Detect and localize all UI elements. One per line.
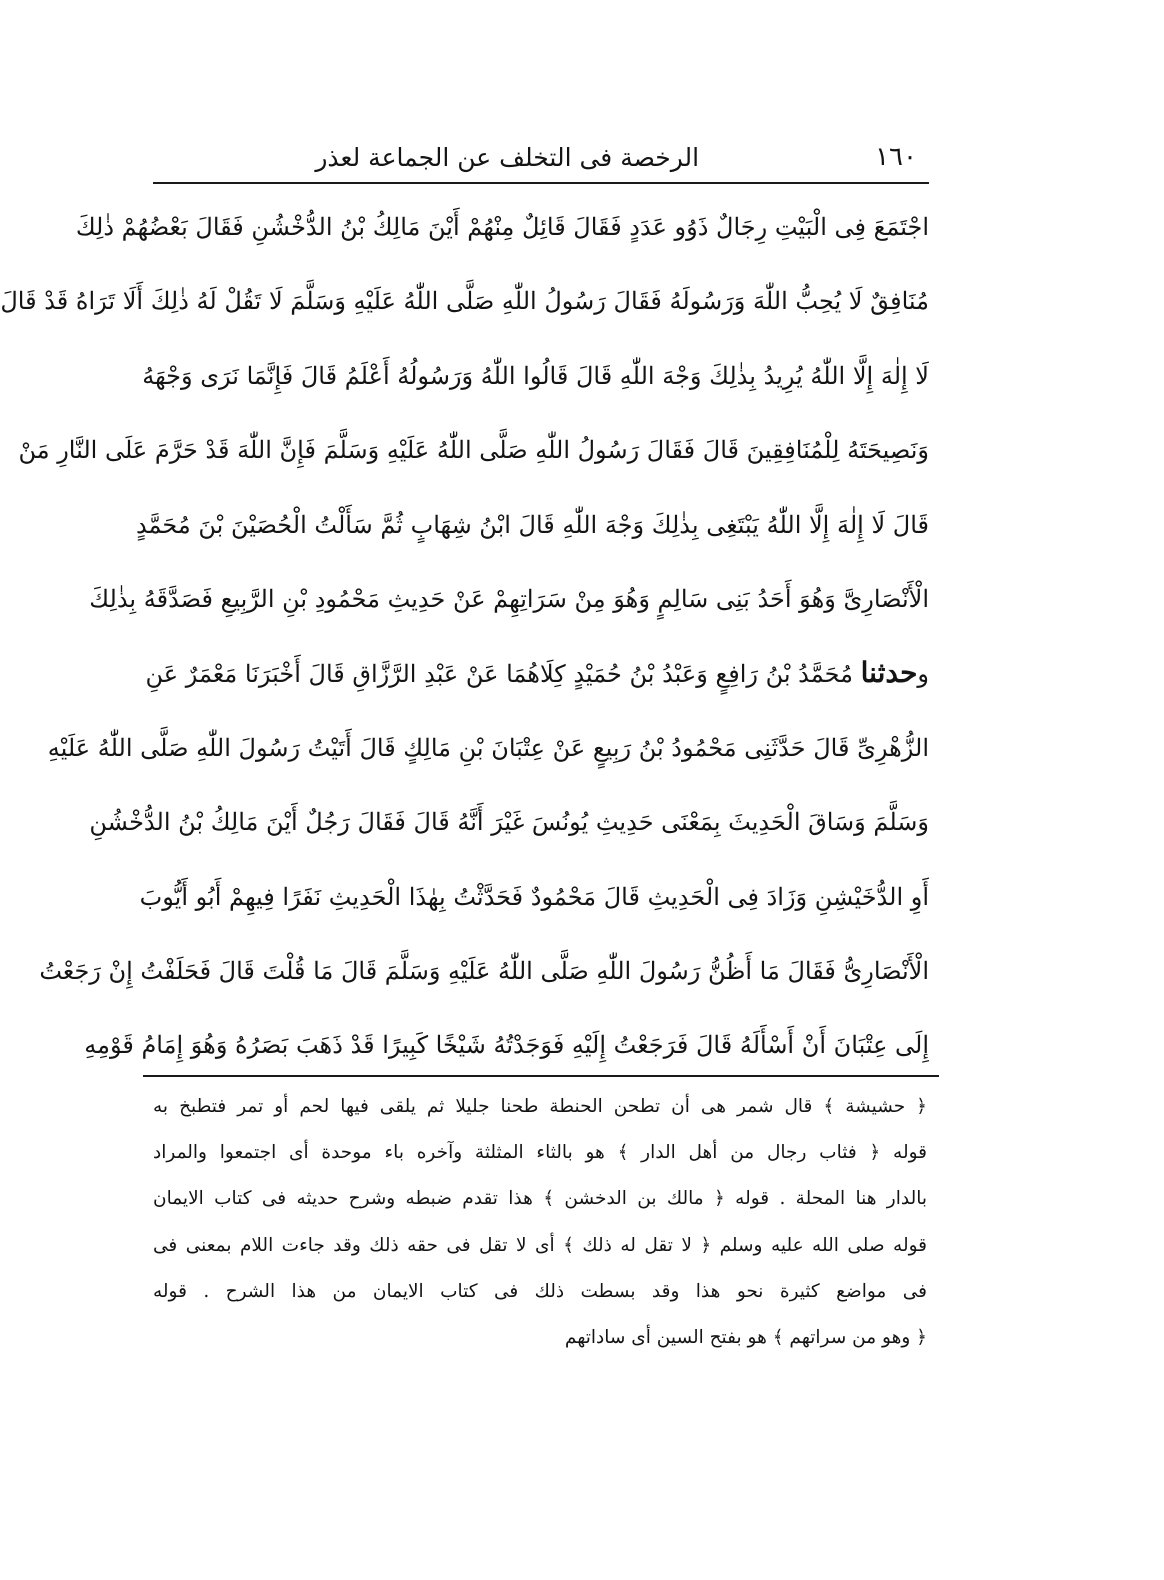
header-rule — [153, 182, 929, 184]
main-text-line: مُنَافِقٌ لَا يُحِبُّ اللّٰهَ وَرَسُولَهُ فَقَالَ رَسُولُ اللّٰهِ صَلَّى اللّٰهُ عَلَيْهِ وَسَلَّمَ لَا تَقُلْ لَهُ ذٰلِكَ أَلَا تَرَاهُ قَدْ قَالَ — [0, 287, 929, 316]
main-text-line: اجْتَمَعَ فِى الْبَيْتِ رِجَالٌ ذَوُو عَدَدٍ فَقَالَ قَائِلٌ مِنْهُمْ أَيْنَ مَالِكُ بْنُ الدُّخْشُنِ فَقَالَ بَعْضُهُمْ ذٰلِكَ — [75, 213, 929, 241]
footnotes — [153, 1084, 927, 1361]
main-text-line: قَالَ لَا إِلٰهَ إِلَّا اللّٰهُ يَبْتَغِى بِذٰلِكَ وَجْهَ اللّٰهِ قَالَ ابْنُ شِهَابٍ ثُمَّ سَأَلْتُ الْحُصَيْنَ بْنَ مُحَمَّدٍ — [135, 510, 929, 539]
main-text-line: الْأَنْصَارِىُّ فَقَالَ مَا أَظُنُّ رَسُولَ اللّٰهِ صَلَّى اللّٰهُ عَلَيْهِ وَسَلَّمَ قَالَ مَا قُلْتَ قَالَ فَحَلَفْتُ إِنْ رَجَعْتُ — [39, 956, 929, 985]
main-text-line: إِلَى عِتْبَانَ أَنْ أَسْأَلَهُ قَالَ فَرَجَعْتُ إِلَيْهِ فَوَجَدْتُهُ شَيْخًا كَبِيرًا قَدْ ذَهَبَ بَصَرُهُ وَهُوَ إِمَامُ قَوْمِهِ — [84, 1031, 929, 1060]
footnote-line: بالدار هنا المحلة . قوله ﴿ مالك بن الدخشن ﴾ هذا تقدم ضبطه وشرح حديثه فى كتاب الايمان — [153, 1188, 927, 1210]
main-text-line: وَسَلَّمَ وَسَاقَ الْحَدِيثَ بِمَعْنَى حَدِيثِ يُونُسَ غَيْرَ أَنَّهُ قَالَ فَقَالَ رَجُلٌ أَيْنَ مَالِكُ بْنُ الدُّخْشُنِ — [89, 808, 929, 837]
main-text-line: وَنَصِيحَتَهُ لِلْمُنَافِقِينَ قَالَ فَقَالَ رَسُولُ اللّٰهِ صَلَّى اللّٰهُ عَلَيْهِ وَسَلَّمَ فَإِنَّ اللّٰهَ قَدْ حَرَّمَ عَلَى النَّارِ مَنْ — [18, 436, 929, 465]
footnote-line: فى مواضع كثيرة نحو هذا وقد بسطت ذلك فى كتاب الايمان من هذا الشرح . قوله — [153, 1280, 927, 1302]
main-text-line: لَا إِلٰهَ إِلَّا اللّٰهُ يُرِيدُ بِذٰلِكَ وَجْهَ اللّٰهِ قَالَ قَالُوا اللّٰهُ وَرَسُولُهُ أَعْلَمُ قَالَ فَإِنَّمَا نَرَى وَجْهَهُ — [142, 361, 929, 390]
footnote-rule — [143, 1075, 939, 1077]
running-title: الرخصة فى التخلف عن الجماعة لعذر — [315, 143, 700, 172]
main-text-line: أَوِ الدُّخَيْشِنِ وَزَادَ فِى الْحَدِيثِ قَالَ مَحْمُودٌ فَحَدَّثْتُ بِهٰذَا الْحَدِيثِ نَفَرًا فِيهِمْ أَبُو أَيُّوبَ — [139, 882, 929, 911]
line-text: مُحَمَّدُ بْنُ رَافِعٍ وَعَبْدُ بْنُ حُمَيْدٍ كِلَاهُمَا عَنْ عَبْدِ الرَّزَّاقِ قَالَ أَخْبَرَنَا مَعْمَرٌ عَنِ — [145, 660, 853, 689]
footnote-line: ﴿ حشيشة ﴾ قال شمر هى أن تطحن الحنطة طحنا جليلا ثم يلقى فيها لحم أو تمر فتطبخ به — [153, 1096, 927, 1117]
hadith-marker: حدثنا — [860, 656, 918, 690]
footnote-line: ﴿ وهو من سراتهم ﴾ هو بفتح السين أى ساداتهم — [564, 1326, 927, 1348]
main-text-line: الْأَنْصَارِىَّ وَهُوَ أَحَدُ بَنِى سَالِمٍ وَهُوَ مِنْ سَرَاتِهِمْ عَنْ حَدِيثِ مَحْمُودِ بْنِ الرَّبِيعِ فَصَدَّقَهُ بِذٰلِكَ — [89, 584, 929, 613]
line-prefix: و — [917, 660, 929, 689]
main-text-line-hadith-start — [145, 636, 929, 710]
page-number: ١٦٠ — [875, 142, 917, 172]
main-text-line: الزُّهْرِىِّ قَالَ حَدَّثَنِى مَحْمُودُ بْنُ رَبِيعٍ عَنْ عِتْبَانَ بْنِ مَالِكٍ قَالَ أَتَيْتُ رَسُولَ اللّٰهِ صَلَّى اللّٰهُ عَلَيْهِ — [47, 733, 929, 762]
main-text — [0, 190, 929, 1083]
page-header — [153, 128, 929, 172]
footnote-line: قوله صلى الله عليه وسلم ﴿ لا تقل له ذلك ﴾ أى لا تقل فى حقه ذلك وقد جاءت اللام بمعنى فى — [153, 1234, 927, 1256]
footnote-line: قوله ﴿ فثاب رجال من أهل الدار ﴾ هو بالثاء المثلثة وآخره باء موحدة أى اجتمعوا والمراد — [153, 1142, 927, 1164]
